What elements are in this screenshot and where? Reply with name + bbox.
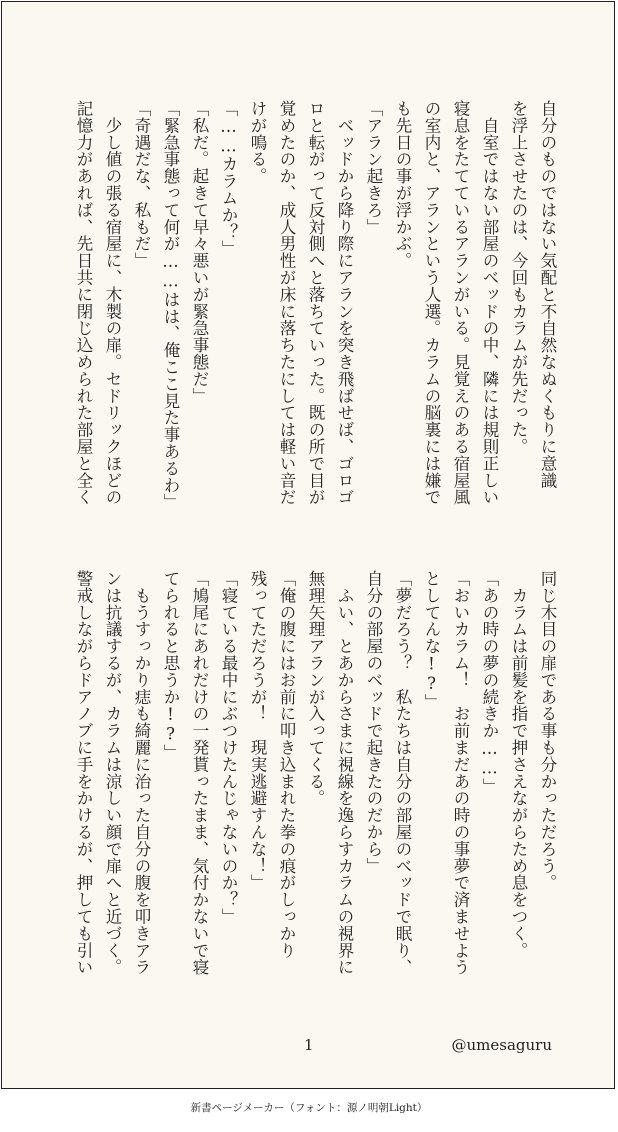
text-line: ふい、とあからさまに視線を逸らすカラムの視界に [335,570,354,976]
text-line: も先日の事が浮かぶ。 [393,100,412,269]
text-line: 覚めたのか、成人男性が床に落ちたにしては軽い音だ [277,100,296,506]
author-handle: @umesaguru [451,1036,552,1054]
text-line: 「俺の腹にはお前に叩き込まれた拳の痕がしっかり [277,570,296,959]
text-line: もうすっかり痣も綺麗に治った自分の腹を叩きアラ [132,570,151,976]
text-line: 「あの時の夢の続きか……」 [480,570,499,795]
text-line: 同じ木目の扉である事も分かっただろう。 [538,570,557,892]
text-line: ロと転がって反対側へと落ちていった。既の所で目が [306,100,325,506]
text-line: ンは抗議するが、カラムは涼しい顔で扉へと近づく。 [103,570,122,976]
text-line: けが鳴る。 [248,100,267,185]
text-line: 記憶力があれば、先日共に閉じ込められた部屋と全く [74,100,93,506]
text-line: 「アラン起きろ」 [364,100,383,236]
lower-text-block [69,570,562,1010]
upper-text-block [69,100,562,532]
text-line: 「緊急事態って何が……はは、俺ここ見た事あるわ」 [161,100,180,511]
text-line: 自分の部屋のベッドで起きたのだから」 [364,570,383,875]
footer-credit: 新書ページメーカー（フォント：源ノ明朝Light） [190,1102,428,1114]
text-line: 「……カラムか？」 [219,100,238,258]
text-line: 警戒しながらドアノブに手をかけるが、押しても引い [74,570,93,976]
text-line: 自分のものではない気配と不自然なぬくもりに意識 [538,100,557,489]
text-line: 「おいカラム！ お前まだあの時の事夢で済ませよう [451,570,470,976]
text-line: の室内と、アランという人選。カラムの脳裏には嫌で [422,100,441,506]
text-line: を浮上させたのは、今回もカラムが先だった。 [509,100,528,455]
text-line: 「奇遇だな、私もだ」 [132,100,151,269]
text-line: てられると思うか!?」 [161,570,180,761]
text-line: 寝息をたてているアランがいる。見覚えのある宿屋風 [451,100,470,506]
text-line: としてんな!?」 [422,570,441,711]
text-line: 自室ではない部屋のベッドの中、隣には規則正しい [480,100,499,506]
text-line: 少し値の張る宿屋に、木製の扉。セドリックほどの [103,100,122,506]
text-line: 無理矢理アランが入ってくる。 [306,570,325,807]
text-line: 「寝ている最中にぶつけたんじゃないのか？」 [219,570,238,925]
text-line: ベッドから降り際にアランを突き飛ばせば、ゴロゴ [335,100,354,506]
page-number: 1 [304,1036,314,1054]
text-line: 「鳩尾にあれだけの一発貰ったまま、気付かないで寝 [190,570,209,976]
manuscript-page [1,1,615,1089]
text-line: 「夢だろう？ 私たちは自分の部屋のベッドで眠り、 [393,570,412,976]
text-line: カラムは前髪を指で押さえながらため息をつく。 [509,570,528,959]
text-line: 残ってただろうが！ 現実逃避すんな！」 [248,570,267,892]
text-line: 「私だ。起きて早々悪いが緊急事態だ」 [190,100,209,405]
